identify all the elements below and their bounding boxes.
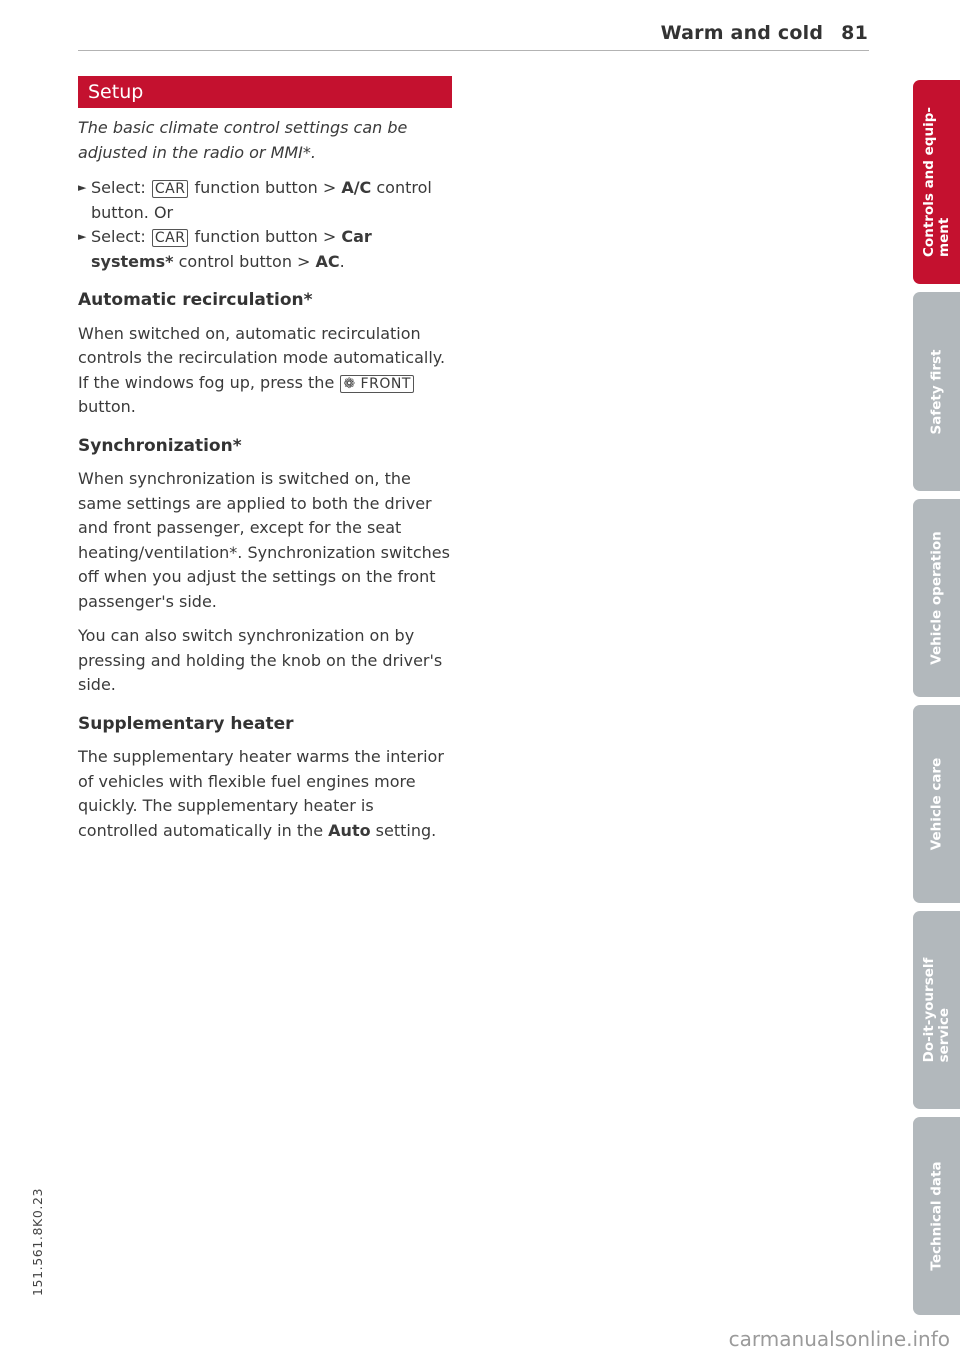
chapter-tab[interactable] bbox=[913, 80, 960, 284]
step-prefix: Select: bbox=[91, 178, 151, 197]
chapter-tab-label: Controls and equip- ment bbox=[920, 107, 952, 257]
sync-heading: Synchronization* bbox=[78, 435, 242, 456]
main-content bbox=[78, 116, 456, 853]
chapter-tab-label: Vehicle operation bbox=[928, 531, 944, 665]
chapter-tab[interactable] bbox=[913, 292, 960, 491]
auto-recirc-text bbox=[78, 322, 456, 420]
step-suffix: . bbox=[339, 251, 345, 271]
running-head bbox=[661, 22, 868, 44]
chapter-tab-label: Vehicle care bbox=[928, 757, 944, 851]
sync-para-1: When synchronization is switched on, the same settings are applied to both the driver and front passenger, except for the seat heating/ventilation*. Synchronization switches off when you adjust the settings on the front passenger's side. bbox=[78, 469, 450, 611]
chapter-tab[interactable] bbox=[913, 705, 960, 903]
step-item bbox=[78, 225, 456, 274]
heater-bold: Auto bbox=[328, 820, 371, 840]
document-code: 151.561.8K0.23 bbox=[30, 1187, 45, 1296]
step-suffix: control button. Or bbox=[91, 178, 432, 222]
page-number: 81 bbox=[841, 22, 868, 44]
step-item bbox=[78, 176, 456, 225]
auto-recirc-text-before: When switched on, automatic recirculation controls the recirculation mode automatically. If the windows fog up, press the bbox=[78, 323, 446, 392]
auto-recirc-heading: Automatic recirculation* bbox=[78, 290, 313, 310]
watermark: carmanualsonline.info bbox=[728, 1327, 950, 1351]
heater-text-after: setting. bbox=[370, 820, 437, 840]
front-defrost-key-label: ❁ FRONT bbox=[340, 375, 414, 393]
chapter-tab-label: Technical data bbox=[928, 1161, 944, 1271]
heater-text bbox=[78, 745, 456, 843]
step-bold: A/C bbox=[341, 178, 372, 197]
heater-heading: Supplementary heater bbox=[78, 713, 294, 734]
setup-heading-bar: Setup bbox=[78, 76, 452, 108]
header-rule bbox=[78, 50, 869, 51]
step-prefix: Select: bbox=[91, 227, 151, 246]
section-title: Warm and cold bbox=[660, 22, 824, 44]
chapter-tab-label: Do-it-yourself service bbox=[920, 957, 952, 1063]
sync-para-2: You can also switch synchronization on by pressing and holding the knob on the driver's side. bbox=[78, 626, 443, 694]
heater-text-before: The supplementary heater warms the interior of vehicles with flexible fuel engines more quickly. The supplementary heater is controlled automatically in the bbox=[78, 747, 444, 840]
auto-recirc-text-after: button. bbox=[78, 397, 136, 416]
step-middle: function button > bbox=[189, 227, 342, 246]
chapter-tab-label: Safety first bbox=[928, 349, 944, 434]
step-list bbox=[78, 176, 456, 274]
car-key-label: CAR bbox=[152, 229, 189, 247]
arrow-icon: ► bbox=[78, 230, 87, 243]
step-middle: function button > bbox=[189, 178, 342, 197]
arrow-icon: ► bbox=[78, 181, 87, 194]
car-key-label: CAR bbox=[152, 180, 189, 198]
step-bold-2: AC bbox=[315, 251, 340, 271]
intro-text: The basic climate control settings can be adjusted in the radio or MMI*. bbox=[78, 118, 408, 162]
step-bold: Car systems* bbox=[91, 227, 372, 271]
chapter-tab[interactable] bbox=[913, 911, 960, 1109]
chapter-tab[interactable] bbox=[913, 499, 960, 697]
chapter-tab[interactable] bbox=[913, 1117, 960, 1315]
step-middle-2: control button > bbox=[173, 251, 316, 271]
